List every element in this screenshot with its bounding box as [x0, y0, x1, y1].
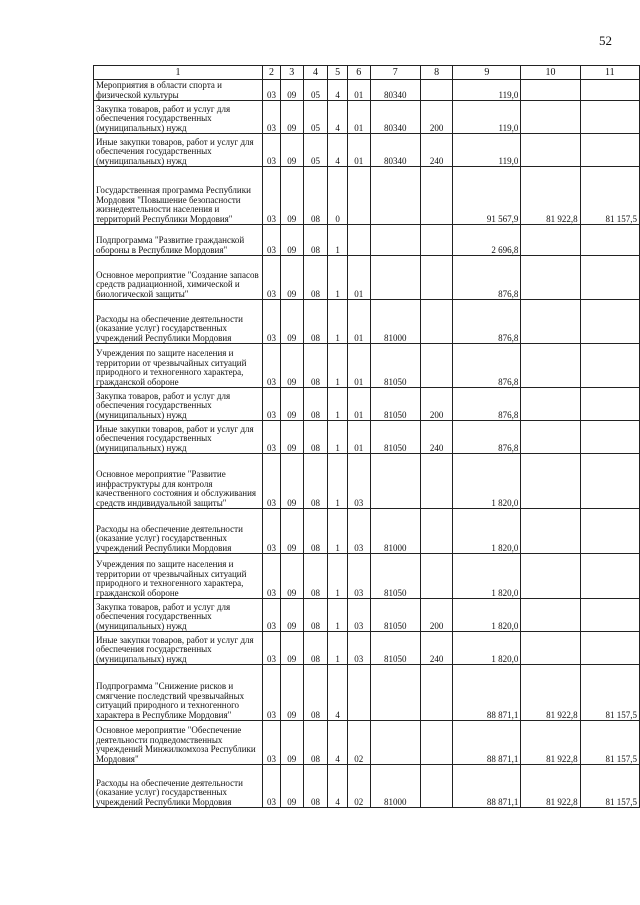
cell-col11: [580, 554, 639, 599]
cell-col6: 01: [347, 300, 370, 344]
cell-col8: 200: [420, 101, 453, 134]
cell-col4: 08: [303, 388, 328, 421]
cell-col3: 09: [280, 134, 303, 167]
cell-col10: [521, 421, 580, 454]
cell-col4: 08: [303, 421, 328, 454]
cell-col4: 08: [303, 665, 328, 721]
cell-col8: [420, 300, 453, 344]
table-row: [94, 721, 640, 765]
cell-col5: 4: [328, 80, 348, 101]
cell-col10: [521, 134, 580, 167]
row-name: Иные закупки товаров, работ и услуг для обеспечения государственных (муниципальных) нужд: [94, 632, 263, 665]
cell-col2: 03: [263, 421, 281, 454]
cell-col9: 876,8: [453, 256, 521, 300]
cell-col10: 81 922,8: [521, 665, 580, 721]
cell-col6: 03: [347, 632, 370, 665]
cell-col9: 876,8: [453, 421, 521, 454]
cell-col8: [420, 225, 453, 256]
cell-col9: 1 820,0: [453, 454, 521, 509]
table-row: [94, 134, 640, 167]
table-row: [94, 632, 640, 665]
cell-col5: 1: [328, 225, 348, 256]
cell-col6: 01: [347, 256, 370, 300]
table-row: [94, 300, 640, 344]
table-row: [94, 225, 640, 256]
cell-col3: 09: [280, 454, 303, 509]
cell-col9: 88 871,1: [453, 765, 521, 808]
cell-col6: 03: [347, 509, 370, 554]
cell-col4: 05: [303, 101, 328, 134]
cell-col11: [580, 134, 639, 167]
row-name: Иные закупки товаров, работ и услуг для обеспечения государственных (муниципальных) нужд: [94, 421, 263, 454]
cell-col11: [580, 388, 639, 421]
cell-col6: 01: [347, 101, 370, 134]
column-header: 8: [420, 66, 453, 80]
cell-col8: [420, 454, 453, 509]
cell-col7: [370, 167, 420, 225]
cell-col5: 4: [328, 721, 348, 765]
cell-col9: 1 820,0: [453, 554, 521, 599]
column-header: 2: [263, 66, 281, 80]
cell-col9: 1 820,0: [453, 599, 521, 632]
cell-col2: 03: [263, 599, 281, 632]
cell-col11: [580, 509, 639, 554]
cell-col7: [370, 721, 420, 765]
table-row: [94, 599, 640, 632]
cell-col2: 03: [263, 509, 281, 554]
table-row: [94, 80, 640, 101]
cell-col3: 09: [280, 421, 303, 454]
row-name: Государственная программа Республики Мордовия "Повышение безопасности жизнедеятельности населения и территорий Республики Мордовия": [94, 167, 263, 225]
table-header-row: [94, 66, 640, 80]
cell-col5: 1: [328, 256, 348, 300]
cell-col10: [521, 300, 580, 344]
column-header: 3: [280, 66, 303, 80]
cell-col8: 200: [420, 388, 453, 421]
cell-col8: [420, 721, 453, 765]
cell-col4: 05: [303, 134, 328, 167]
cell-col7: 81050: [370, 344, 420, 388]
cell-col9: 876,8: [453, 388, 521, 421]
column-header: 1: [94, 66, 263, 80]
cell-col7: 80340: [370, 80, 420, 101]
cell-col4: 08: [303, 765, 328, 808]
cell-col4: 08: [303, 256, 328, 300]
cell-col2: 03: [263, 101, 281, 134]
cell-col9: 88 871,1: [453, 665, 521, 721]
cell-col5: 1: [328, 344, 348, 388]
cell-col8: [420, 554, 453, 599]
cell-col9: 1 820,0: [453, 632, 521, 665]
cell-col2: 03: [263, 80, 281, 101]
table-row: [94, 344, 640, 388]
cell-col6: 03: [347, 454, 370, 509]
cell-col4: 08: [303, 454, 328, 509]
cell-col3: 09: [280, 599, 303, 632]
cell-col7: 81050: [370, 554, 420, 599]
table-row: [94, 421, 640, 454]
cell-col6: 01: [347, 388, 370, 421]
row-name: Основное мероприятие "Создание запасов средств радиационной, химической и биологической защиты": [94, 256, 263, 300]
cell-col2: 03: [263, 632, 281, 665]
row-name: Основное мероприятие "Обеспечение деятельности подведомственных учреждений Минжилкомхоза Республики Мордовия": [94, 721, 263, 765]
cell-col7: 81050: [370, 421, 420, 454]
cell-col8: [420, 765, 453, 808]
table-row: [94, 454, 640, 509]
cell-col7: 80340: [370, 134, 420, 167]
cell-col6: [347, 225, 370, 256]
row-name: Мероприятия в области спорта и физической культуры: [94, 80, 263, 101]
cell-col7: [370, 454, 420, 509]
cell-col8: [420, 665, 453, 721]
cell-col11: [580, 225, 639, 256]
cell-col3: 09: [280, 554, 303, 599]
cell-col3: 09: [280, 765, 303, 808]
cell-col4: 08: [303, 225, 328, 256]
cell-col4: 08: [303, 300, 328, 344]
cell-col9: 91 567,9: [453, 167, 521, 225]
cell-col2: 03: [263, 256, 281, 300]
cell-col10: 81 922,8: [521, 167, 580, 225]
cell-col6: 03: [347, 554, 370, 599]
cell-col11: [580, 632, 639, 665]
cell-col10: [521, 599, 580, 632]
cell-col10: [521, 101, 580, 134]
cell-col8: 200: [420, 599, 453, 632]
cell-col10: 81 922,8: [521, 765, 580, 808]
cell-col3: 09: [280, 665, 303, 721]
row-name: Закупка товаров, работ и услуг для обеспечения государственных (муниципальных) нужд: [94, 599, 263, 632]
cell-col10: [521, 225, 580, 256]
row-name: Закупка товаров, работ и услуг для обеспечения государственных (муниципальных) нужд: [94, 101, 263, 134]
cell-col9: 1 820,0: [453, 509, 521, 554]
cell-col6: 01: [347, 80, 370, 101]
table-row: [94, 101, 640, 134]
table-row: [94, 554, 640, 599]
cell-col5: 1: [328, 632, 348, 665]
cell-col11: [580, 80, 639, 101]
cell-col4: 08: [303, 599, 328, 632]
cell-col4: 08: [303, 509, 328, 554]
cell-col7: 81050: [370, 599, 420, 632]
cell-col8: 240: [420, 134, 453, 167]
cell-col2: 03: [263, 665, 281, 721]
cell-col11: [580, 421, 639, 454]
cell-col5: 0: [328, 167, 348, 225]
cell-col5: 1: [328, 599, 348, 632]
cell-col2: 03: [263, 388, 281, 421]
row-name: Учреждения по защите населения и территории от чрезвычайных ситуаций природного и техногенного характера, гражданской обороне: [94, 554, 263, 599]
cell-col11: 81 157,5: [580, 167, 639, 225]
cell-col10: [521, 80, 580, 101]
cell-col4: 08: [303, 632, 328, 665]
table-row: [94, 256, 640, 300]
cell-col3: 09: [280, 300, 303, 344]
cell-col4: 08: [303, 721, 328, 765]
cell-col6: 03: [347, 599, 370, 632]
row-name: Расходы на обеспечение деятельности (оказание услуг) государственных учреждений Республики Мордовия: [94, 509, 263, 554]
cell-col4: 08: [303, 554, 328, 599]
cell-col11: [580, 344, 639, 388]
cell-col4: 05: [303, 80, 328, 101]
cell-col7: 81000: [370, 509, 420, 554]
cell-col8: [420, 256, 453, 300]
cell-col3: 09: [280, 388, 303, 421]
cell-col10: [521, 256, 580, 300]
cell-col2: 03: [263, 300, 281, 344]
cell-col7: 81050: [370, 632, 420, 665]
table-row: [94, 388, 640, 421]
cell-col6: 02: [347, 721, 370, 765]
cell-col11: [580, 454, 639, 509]
cell-col9: 88 871,1: [453, 721, 521, 765]
cell-col11: [580, 256, 639, 300]
column-header: 5: [328, 66, 348, 80]
cell-col2: 03: [263, 721, 281, 765]
cell-col7: [370, 665, 420, 721]
cell-col3: 09: [280, 632, 303, 665]
cell-col10: [521, 344, 580, 388]
cell-col8: [420, 80, 453, 101]
cell-col9: 119,0: [453, 80, 521, 101]
column-header: 11: [580, 66, 639, 80]
cell-col3: 09: [280, 101, 303, 134]
cell-col6: [347, 167, 370, 225]
cell-col5: 1: [328, 554, 348, 599]
column-header: 7: [370, 66, 420, 80]
row-name: Учреждения по защите населения и территории от чрезвычайных ситуаций природного и техногенного характера, гражданской обороне: [94, 344, 263, 388]
cell-col11: [580, 300, 639, 344]
cell-col6: [347, 665, 370, 721]
cell-col2: 03: [263, 344, 281, 388]
cell-col10: [521, 454, 580, 509]
cell-col10: [521, 388, 580, 421]
cell-col7: 81050: [370, 388, 420, 421]
cell-col5: 1: [328, 388, 348, 421]
cell-col8: [420, 167, 453, 225]
cell-col10: [521, 509, 580, 554]
cell-col4: 08: [303, 344, 328, 388]
cell-col2: 03: [263, 454, 281, 509]
cell-col2: 03: [263, 134, 281, 167]
cell-col11: 81 157,5: [580, 721, 639, 765]
cell-col6: 01: [347, 134, 370, 167]
cell-col3: 09: [280, 256, 303, 300]
cell-col6: 01: [347, 421, 370, 454]
cell-col7: 81000: [370, 300, 420, 344]
cell-col5: 1: [328, 421, 348, 454]
cell-col4: 08: [303, 167, 328, 225]
cell-col7: [370, 225, 420, 256]
column-header: 10: [521, 66, 580, 80]
row-name: Расходы на обеспечение деятельности (оказание услуг) государственных учреждений Республики Мордовия: [94, 300, 263, 344]
cell-col5: 4: [328, 134, 348, 167]
cell-col10: [521, 632, 580, 665]
cell-col3: 09: [280, 225, 303, 256]
cell-col9: 876,8: [453, 300, 521, 344]
cell-col5: 4: [328, 665, 348, 721]
cell-col3: 09: [280, 344, 303, 388]
cell-col5: 4: [328, 765, 348, 808]
cell-col8: [420, 509, 453, 554]
cell-col7: 81000: [370, 765, 420, 808]
cell-col3: 09: [280, 80, 303, 101]
cell-col11: [580, 599, 639, 632]
table-row: [94, 665, 640, 721]
row-name: Иные закупки товаров, работ и услуг для обеспечения государственных (муниципальных) нужд: [94, 134, 263, 167]
cell-col9: 876,8: [453, 344, 521, 388]
cell-col5: 1: [328, 509, 348, 554]
cell-col9: 119,0: [453, 101, 521, 134]
table-row: [94, 167, 640, 225]
cell-col8: 240: [420, 632, 453, 665]
cell-col10: [521, 554, 580, 599]
cell-col5: 1: [328, 300, 348, 344]
cell-col10: 81 922,8: [521, 721, 580, 765]
cell-col11: 81 157,5: [580, 665, 639, 721]
cell-col3: 09: [280, 721, 303, 765]
cell-col8: 240: [420, 421, 453, 454]
cell-col2: 03: [263, 765, 281, 808]
cell-col3: 09: [280, 509, 303, 554]
budget-table: [93, 65, 640, 808]
page-number: 52: [599, 33, 612, 48]
column-header: 9: [453, 66, 521, 80]
cell-col9: 2 696,8: [453, 225, 521, 256]
row-name: Подпрограмма "Снижение рисков и смягчение последствий чрезвычайных ситуаций природного и техногенного характера в Республике Мордовия": [94, 665, 263, 721]
row-name: Расходы на обеспечение деятельности (оказание услуг) государственных учреждений Республики Мордовия: [94, 765, 263, 808]
cell-col5: 1: [328, 454, 348, 509]
table-row: [94, 509, 640, 554]
row-name: Основное мероприятие "Развитие инфраструктуры для контроля качественного состояния и обслуживания средств индивидуальной защиты": [94, 454, 263, 509]
cell-col11: 81 157,5: [580, 765, 639, 808]
column-header: 4: [303, 66, 328, 80]
row-name: Подпрограмма "Развитие гражданской обороны в Республике Мордовия": [94, 225, 263, 256]
cell-col8: [420, 344, 453, 388]
cell-col2: 03: [263, 167, 281, 225]
cell-col9: 119,0: [453, 134, 521, 167]
column-header: 6: [347, 66, 370, 80]
cell-col6: 02: [347, 765, 370, 808]
cell-col6: 01: [347, 344, 370, 388]
cell-col3: 09: [280, 167, 303, 225]
cell-col5: 4: [328, 101, 348, 134]
cell-col7: 80340: [370, 101, 420, 134]
cell-col11: [580, 101, 639, 134]
cell-col2: 03: [263, 554, 281, 599]
table-row: [94, 765, 640, 808]
cell-col2: 03: [263, 225, 281, 256]
cell-col7: [370, 256, 420, 300]
row-name: Закупка товаров, работ и услуг для обеспечения государственных (муниципальных) нужд: [94, 388, 263, 421]
